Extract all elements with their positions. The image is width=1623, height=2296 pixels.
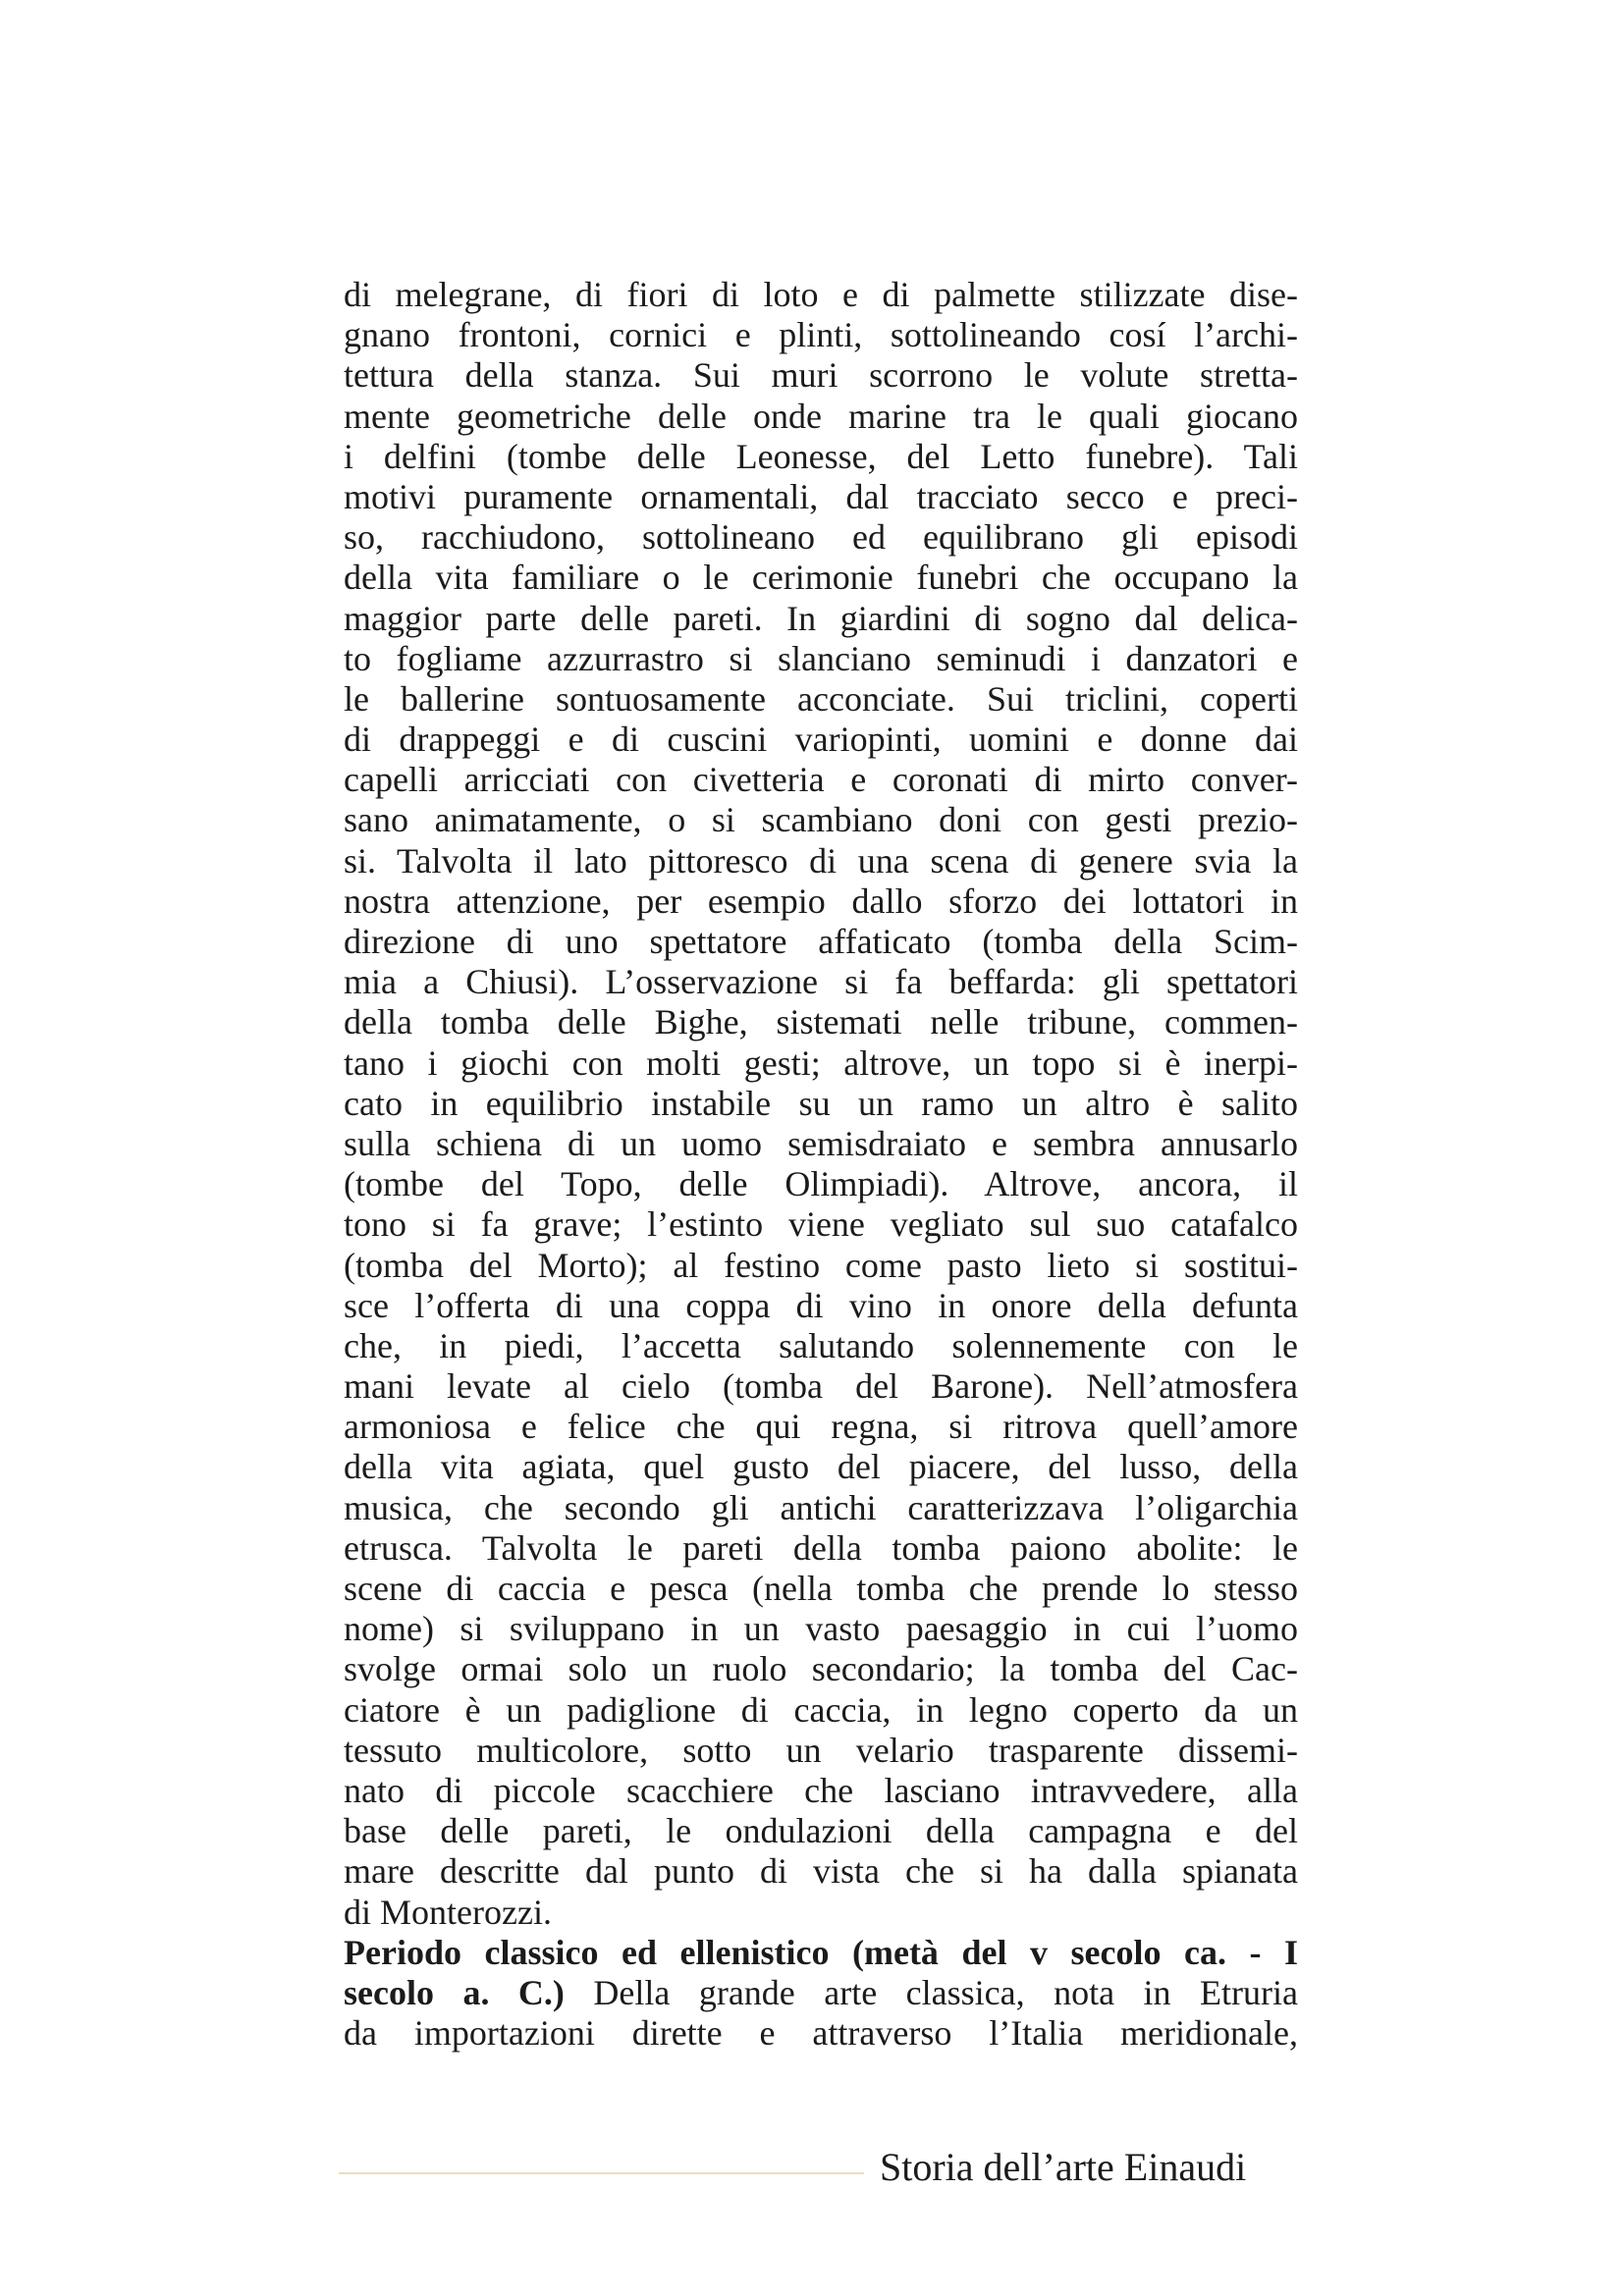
body-line: si. Talvolta il lato pittoresco di una scena di genere svia la	[344, 840, 1298, 881]
body-line: le ballerine sontuosamente acconciate. Sui triclini, coperti	[344, 678, 1298, 719]
body-line: (tomba del Morto); al festino come pasto lieto si sostitui-	[344, 1245, 1298, 1285]
section-line: da importazioni dirette e attraverso l’Italia meridionale,	[344, 2013, 1298, 2054]
body-line: sano animatamente, o si scambiano doni con gesti prezio-	[344, 800, 1298, 840]
section-heading: Periodo classico ed ellenistico (metà del v secolo ca. - I	[344, 1932, 1298, 1972]
body-line: della tomba delle Bighe, sistemati nelle tribune, commen-	[344, 1002, 1298, 1042]
footer-rule	[339, 2172, 864, 2174]
body-line: motivi puramente ornamentali, dal tracciato secco e preci-	[344, 476, 1298, 516]
body-line: scene di caccia e pesca (nella tomba che prende lo stesso	[344, 1569, 1298, 1608]
body-line: armoniosa e felice che qui regna, si ritrova quell’amore	[344, 1407, 1298, 1447]
body-line: di drappeggi e di cuscini variopinti, uomini e donne dai	[344, 720, 1298, 760]
body-line: base delle pareti, le ondulazioni della campagna e del	[344, 1811, 1298, 1851]
body-line: di melegrane, di fiori di loto e di palmette stilizzate dise-	[344, 275, 1298, 314]
body-line: capelli arricciati con civetteria e coronati di mirto conver-	[344, 760, 1298, 800]
body-line: cato in equilibrio instabile su un ramo un altro è salito	[344, 1083, 1298, 1123]
body-line: tettura della stanza. Sui muri scorrono le volute stretta-	[344, 355, 1298, 396]
body-line: direzione di uno spettatore affaticato (tomba della Scim-	[344, 922, 1298, 961]
body-line: di Monterozzi.	[344, 1892, 552, 1932]
body-line: svolge ormai solo un ruolo secondario; la tomba del Cac-	[344, 1649, 1298, 1689]
body-line: della vita agiata, quel gusto del piacere, del lusso, della	[344, 1447, 1298, 1487]
body-line: mente geometriche delle onde marine tra le quali giocano	[344, 396, 1298, 436]
body-line: della vita familiare o le cerimonie funebri che occupano la	[344, 558, 1298, 598]
body-line: mia a Chiusi). L’osservazione si fa beffarda: gli spettatori	[344, 962, 1298, 1002]
section-line	[344, 1973, 1298, 2013]
body-line: mare descritte dal punto di vista che si ha dalla spianata	[344, 1851, 1298, 1892]
footer-publication-title: Storia dell’arte Einaudi	[880, 2145, 1247, 2189]
body-line: gnano frontoni, cornici e plinti, sottolineando cosí l’archi-	[344, 315, 1298, 355]
section-text: Della grande arte classica, nota in Etruria	[564, 1972, 1298, 2012]
body-line: che, in piedi, l’accetta salutando solennemente con le	[344, 1325, 1298, 1365]
body-line: sulla schiena di un uomo semisdraiato e sembra annusarlo	[344, 1123, 1298, 1163]
body-line: (tombe del Topo, delle Olimpiadi). Altrove, ancora, il	[344, 1164, 1298, 1204]
body-line: tono si fa grave; l’estinto viene vegliato sul suo catafalco	[344, 1204, 1298, 1245]
body-line: musica, che secondo gli antichi caratterizzava l’oligarchia	[344, 1487, 1298, 1527]
body-line: to fogliame azzurrastro si slanciano seminudi i danzatori e	[344, 638, 1298, 678]
body-line: etrusca. Talvolta le pareti della tomba paiono abolite: le	[344, 1527, 1298, 1568]
body-line: ciatore è un padiglione di caccia, in legno coperto da un	[344, 1689, 1298, 1730]
body-line: mani levate al cielo (tomba del Barone). Nell’atmosfera	[344, 1366, 1298, 1407]
body-line: nato di piccole scacchiere che lasciano intravvedere, alla	[344, 1770, 1298, 1810]
body-line: tano i giochi con molti gesti; altrove, un topo si è inerpi-	[344, 1042, 1298, 1083]
body-line: so, racchiudono, sottolineano ed equilibrano gli episodi	[344, 517, 1298, 558]
body-line: nostra attenzione, per esempio dallo sforzo dei lottatori in	[344, 881, 1298, 921]
body-line: tessuto multicolore, sotto un velario trasparente dissemi-	[344, 1730, 1298, 1770]
body-text	[344, 275, 1298, 2054]
body-line: sce l’offerta di una coppa di vino in onore della defunta	[344, 1285, 1298, 1325]
body-line: i delfini (tombe delle Leonesse, del Letto funebre). Tali	[344, 436, 1298, 476]
section-heading-end: secolo a. C.)	[344, 1972, 565, 2012]
body-line: nome) si sviluppano in un vasto paesaggio in cui l’uomo	[344, 1609, 1298, 1649]
body-line: maggior parte delle pareti. In giardini di sogno dal delica-	[344, 598, 1298, 638]
